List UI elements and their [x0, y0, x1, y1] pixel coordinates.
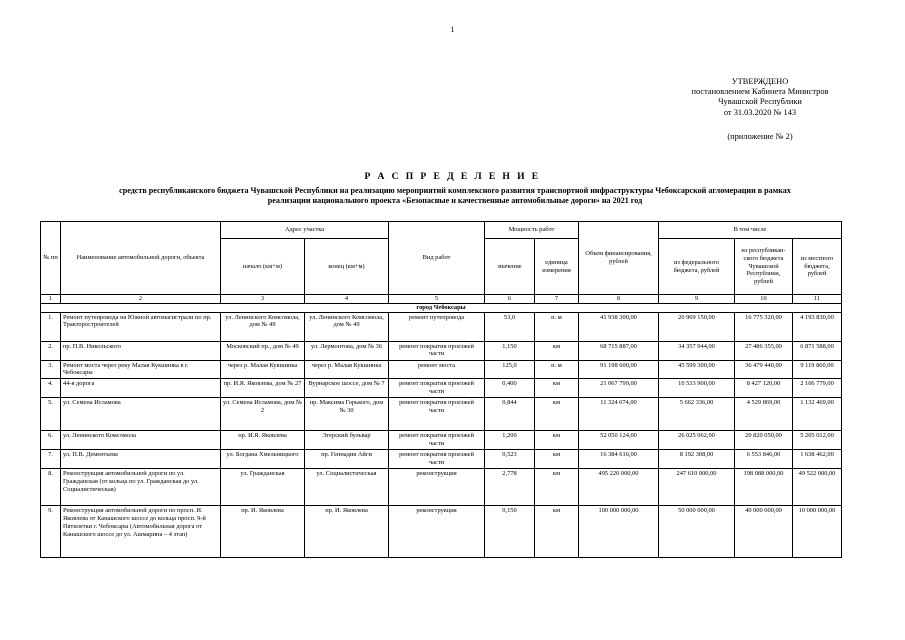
road-name: ул. П.В. Дементьева — [61, 450, 221, 469]
table-row — [41, 341, 842, 360]
table-row — [41, 506, 842, 558]
republican-amount: 8 427 120,00 — [735, 379, 793, 398]
capacity-unit: км — [535, 398, 579, 431]
column-number: 5 — [389, 295, 485, 304]
capacity-value: 2,778 — [485, 469, 535, 506]
section-start: через р. Малая Кукшинка — [221, 360, 305, 379]
federal-amount: 26 025 062,00 — [659, 431, 735, 450]
row-number: 3. — [41, 360, 61, 379]
section-start: Московский пр., дом № 49 — [221, 341, 305, 360]
financing-total: 52 050 124,00 — [579, 431, 659, 450]
work-type: ремонт покрытия проезжей части — [389, 450, 485, 469]
table-row — [41, 360, 842, 379]
city-label: город Чебоксары — [41, 303, 842, 312]
federal-amount: 34 357 944,00 — [659, 341, 735, 360]
section-start: пр. И. Яковлева — [221, 506, 305, 558]
capacity-value: 1,150 — [485, 341, 535, 360]
local-amount: 9 119 860,00 — [793, 360, 842, 379]
approval-line-approved: УТВЕРЖДЕНО — [731, 77, 789, 86]
republican-amount: 16 775 320,00 — [735, 312, 793, 341]
header-address: Адрес участка — [221, 222, 389, 239]
federal-amount: 247 610 000,00 — [659, 469, 735, 506]
section-start: пр. И.Я. Яковлева — [221, 431, 305, 450]
column-number: 4 — [305, 295, 389, 304]
section-start: ул. Семена Исламова, дом № 2 — [221, 398, 305, 431]
column-number: 1 — [41, 295, 61, 304]
row-number: 8. — [41, 469, 61, 506]
capacity-unit: п. м — [535, 312, 579, 341]
capacity-unit: км — [535, 341, 579, 360]
section-start: ул. Ленинского Комсомола, дом № 49 — [221, 312, 305, 341]
column-number: 3 — [221, 295, 305, 304]
column-number: 8 — [579, 295, 659, 304]
road-name: Реконструкция автомобильной дороги по просп. И. Яковлева от Канашского шоссе до кольца просп. 9-й Пятилетки г. Чебоксары (Автомобильная дорога от Канашского шоссе до ул. Ашмарина – 4 этап) — [61, 506, 221, 558]
column-number: 6 — [485, 295, 535, 304]
capacity-value: 0,523 — [485, 450, 535, 469]
federal-amount: 5 662 336,00 — [659, 398, 735, 431]
row-number: 5. — [41, 398, 61, 431]
federal-amount: 50 000 000,00 — [659, 506, 735, 558]
local-amount: 6 871 588,00 — [793, 341, 842, 360]
republican-amount: 4 529 869,00 — [735, 398, 793, 431]
table-row — [41, 469, 842, 506]
financing-total: 100 000 000,00 — [579, 506, 659, 558]
row-number: 6. — [41, 431, 61, 450]
local-amount: 2 106 779,00 — [793, 379, 842, 398]
header-financing: Объем финансирования, рублей — [579, 222, 659, 295]
approval-line-republic: Чувашской Республики — [718, 97, 802, 107]
federal-amount: 8 192 308,00 — [659, 450, 735, 469]
approval-line-date: от 31.03.2020 № 143 — [723, 107, 797, 117]
header-num: № пп — [41, 222, 61, 295]
table-row — [41, 450, 842, 469]
header-start: начало (км+м) — [221, 239, 305, 295]
section-start: ул. Гражданская — [221, 469, 305, 506]
header-end: конец (км+м) — [305, 239, 389, 295]
federal-amount: 45 599 300,00 — [659, 360, 735, 379]
local-amount: 49 522 000,00 — [793, 469, 842, 506]
financing-total: 495 220 000,00 — [579, 469, 659, 506]
financing-total: 68 715 887,00 — [579, 341, 659, 360]
capacity-value: 125,0 — [485, 360, 535, 379]
header-value: значение — [485, 239, 535, 295]
subtitle-line-2: реализации национального проекта «Безопасные и качественные автомобильные дороги» на 2021 год — [267, 196, 643, 206]
city-row — [41, 303, 842, 312]
work-type: реконструкция — [389, 506, 485, 558]
section-end: ул. Социалистическая — [305, 469, 389, 506]
capacity-value: 1,200 — [485, 431, 535, 450]
header-unit: единица измерения — [535, 239, 579, 295]
road-name: пр. П.В. Никольского — [61, 341, 221, 360]
column-number-row — [41, 295, 842, 304]
column-number: 10 — [735, 295, 793, 304]
capacity-value: 0,150 — [485, 506, 535, 558]
section-end: ул. Лермонтова, дом № 36 — [305, 341, 389, 360]
republican-amount: 27 486 355,00 — [735, 341, 793, 360]
document-title: Р А С П Р Е Д Е Л Е Н И Е — [364, 171, 541, 182]
row-number: 7. — [41, 450, 61, 469]
republican-amount: 20 820 050,00 — [735, 431, 793, 450]
local-amount: 4 193 830,00 — [793, 312, 842, 341]
local-amount: 10 000 000,00 — [793, 506, 842, 558]
work-type: ремонт путепровода — [389, 312, 485, 341]
row-number: 4. — [41, 379, 61, 398]
road-name: 44-я дорога — [61, 379, 221, 398]
section-end: Эгерский бульвар — [305, 431, 389, 450]
annex-label: (приложение № 2) — [727, 131, 793, 141]
republican-amount: 36 479 440,00 — [735, 360, 793, 379]
row-number: 1. — [41, 312, 61, 341]
capacity-value: 0,844 — [485, 398, 535, 431]
subtitle-line-1: средств республиканского бюджета Чувашской Республики на реализацию мероприятий комплексного развития транспортной инфраструктуры Чебоксарской агломерации в рамках — [119, 186, 791, 195]
table-header — [41, 222, 842, 304]
local-amount: 1 638 462,00 — [793, 450, 842, 469]
capacity-value: 0,400 — [485, 379, 535, 398]
header-work-type: Вид работ — [389, 222, 485, 295]
table-row — [41, 379, 842, 398]
column-number: 9 — [659, 295, 735, 304]
work-type: ремонт покрытия проезжей части — [389, 379, 485, 398]
document-subtitle — [20, 186, 890, 207]
capacity-unit: п. м — [535, 360, 579, 379]
header-name: Наименование автомобильной дороги, объекта — [61, 222, 221, 295]
federal-amount: 10 533 900,00 — [659, 379, 735, 398]
financing-total: 11 324 674,00 — [579, 398, 659, 431]
work-type: ремонт моста — [389, 360, 485, 379]
work-type: ремонт покрытия проезжей части — [389, 431, 485, 450]
section-start: ул. Богдана Хмельницкого — [221, 450, 305, 469]
table-row — [41, 398, 842, 431]
republican-amount: 6 553 846,00 — [735, 450, 793, 469]
row-number: 2. — [41, 341, 61, 360]
road-name: Ремонт моста через реку Малая Кукшинка в г. Чебоксары — [61, 360, 221, 379]
work-type: реконструкция — [389, 469, 485, 506]
road-name: Ремонт путепровода на Южной автомагистрали по пр. Тракторостроителей — [61, 312, 221, 341]
federal-amount: 20 969 150,00 — [659, 312, 735, 341]
section-end: ул. Ленинского Комсомола, дом № 49 — [305, 312, 389, 341]
approval-line-resolution: постановлением Кабинета Министров — [691, 87, 829, 97]
capacity-unit: км — [535, 379, 579, 398]
distribution-table — [40, 221, 842, 558]
road-name: Реконструкция автомобильной дороги по ул. Гражданская (от кольца по ул. Гражданская до ул. Социалистическая) — [61, 469, 221, 506]
work-type: ремонт покрытия проезжей части — [389, 398, 485, 431]
column-number: 2 — [61, 295, 221, 304]
header-capacity: Мощность работ — [485, 222, 579, 239]
header-republican: из республикан-ского бюджета Чувашской Республики, рублей — [735, 239, 793, 295]
section-end: пр. Геннадия Айги — [305, 450, 389, 469]
table-row — [41, 431, 842, 450]
capacity-unit: км — [535, 431, 579, 450]
republican-amount: 40 000 000,00 — [735, 506, 793, 558]
financing-total: 91 198 600,00 — [579, 360, 659, 379]
capacity-unit: км — [535, 506, 579, 558]
section-end: пр. Максима Горького, дом № 30 — [305, 398, 389, 431]
table-body — [41, 303, 842, 557]
financing-total: 16 384 616,00 — [579, 450, 659, 469]
road-name: ул. Ленинского Комсомола — [61, 431, 221, 450]
section-start: пр. И.Я. Яковлева, дом № 27 — [221, 379, 305, 398]
capacity-unit: км — [535, 469, 579, 506]
header-local: из местного бюджета, рублей — [793, 239, 842, 295]
road-name: ул. Семена Исламова — [61, 398, 221, 431]
header-federal: из федерального бюджета, рублей — [659, 239, 735, 295]
republican-amount: 198 088 000,00 — [735, 469, 793, 506]
financing-total: 21 067 799,00 — [579, 379, 659, 398]
work-type: ремонт покрытия проезжей части — [389, 341, 485, 360]
capacity-unit: км — [535, 450, 579, 469]
approval-block — [660, 77, 860, 142]
section-end: через р. Малая Кукшинка — [305, 360, 389, 379]
capacity-value: 53,0 — [485, 312, 535, 341]
row-number: 9. — [41, 506, 61, 558]
local-amount: 5 205 012,00 — [793, 431, 842, 450]
table-row — [41, 312, 842, 341]
page-number: 1 — [450, 25, 455, 34]
section-end: Вурнарское шоссе, дом № 7 — [305, 379, 389, 398]
column-number: 7 — [535, 295, 579, 304]
financing-total: 41 938 300,00 — [579, 312, 659, 341]
column-number: 11 — [793, 295, 842, 304]
section-end: пр. И. Яковлева — [305, 506, 389, 558]
local-amount: 1 132 469,00 — [793, 398, 842, 431]
header-including: В том числе — [659, 222, 842, 239]
